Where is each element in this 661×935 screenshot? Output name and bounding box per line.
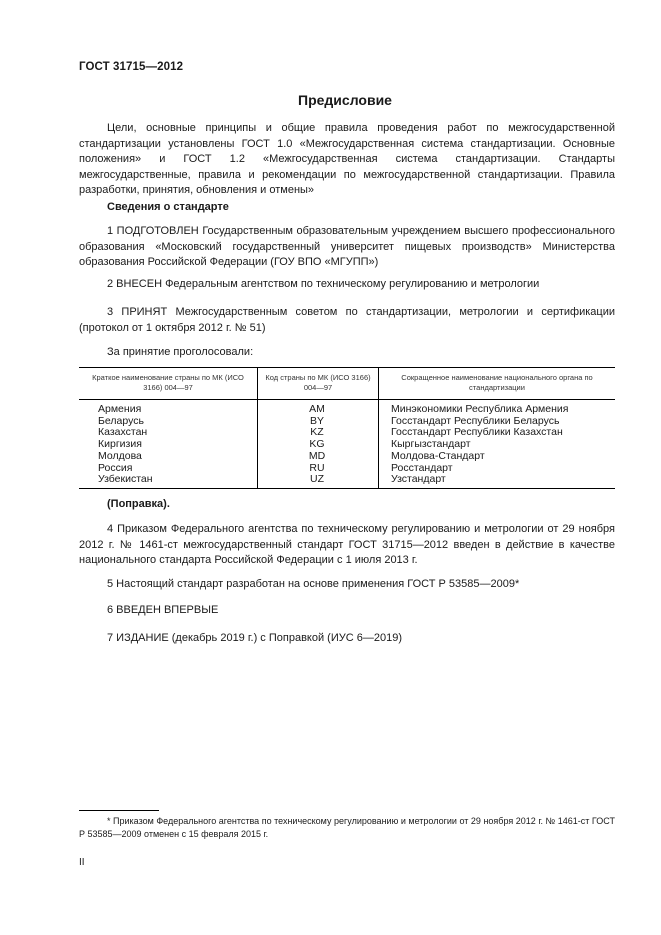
header-code: Код страны по МК (ИСО 3166) 004—97 bbox=[258, 368, 379, 400]
body-cell: Кыргызстандарт bbox=[379, 439, 616, 451]
paragraph-5-basis: 5 Настоящий стандарт разработан на основе применения ГОСТ Р 53585—2009* bbox=[107, 578, 520, 590]
table-row bbox=[79, 474, 615, 488]
code-cell: KG bbox=[258, 439, 379, 451]
country-cell: Узбекистан bbox=[79, 474, 258, 488]
body-cell: Госстандарт Республики Казахстан bbox=[379, 427, 616, 439]
body-cell: Узстандарт bbox=[379, 474, 616, 488]
footnote: * Приказом Федерального агентства по техническому регулированию и метрологии от 29 ноября 2012 г. № 1461-ст ГОСТ Р 53585—2009 отменен с 15 февраля 2015 г. bbox=[79, 816, 615, 839]
paragraph-4-order: 4 Приказом Федерального агентства по техническому регулированию и метрологии от 29 ноября 2012 г. № 1461-ст межгосударственный стандарт ГОСТ 31715—2012 введен в действие в качестве национального стандарта Российской Федерации с 1 июля 2013 г. bbox=[79, 523, 615, 566]
section-title: Сведения о стандарте bbox=[107, 201, 229, 213]
header-body: Сокращенное наименование национального органа по стандартизации bbox=[379, 368, 616, 400]
code-cell: MD bbox=[258, 451, 379, 463]
paragraph-3-adopted: 3 ПРИНЯТ Межгосударственным советом по стандартизации, метрологии и сертификации (протокол от 1 октября 2012 г. № 51) bbox=[79, 306, 615, 334]
code-cell: KZ bbox=[258, 427, 379, 439]
table-row bbox=[79, 427, 615, 439]
body-cell: Молдова-Стандарт bbox=[379, 451, 616, 463]
body-cell: Госстандарт Республики Беларусь bbox=[379, 416, 616, 428]
table-header-row bbox=[79, 368, 615, 400]
page-number: II bbox=[79, 857, 85, 868]
code-cell: BY bbox=[258, 416, 379, 428]
paragraph-6-introduced: 6 ВВЕДЕН ВПЕРВЫЕ bbox=[107, 604, 219, 616]
country-cell: Россия bbox=[98, 461, 133, 474]
country-cell: Армения bbox=[98, 403, 142, 415]
body-cell: Минэкономики Республика Армения bbox=[379, 400, 616, 416]
paragraph-7-edition: 7 ИЗДАНИЕ (декабрь 2019 г.) с Поправкой (ИУС 6—2019) bbox=[107, 632, 402, 644]
intro-paragraph: Цели, основные принципы и общие правила проведения работ по межгосударственной стандартизации установлены ГОСТ 1.0 «Межгосударственная система стандартизации. Основные положения» и ГОСТ 1.2 «Межгосударственная система стандартизации. Стандарты межгосударственные, правила и рекомендации по межгосударственной стандартизации. Правила разработки, принятия, обновления и отмены» bbox=[79, 122, 615, 196]
country-cell: Казахстан bbox=[98, 426, 148, 439]
code-cell: UZ bbox=[258, 474, 379, 488]
paragraph-2-submitted: 2 ВНЕСЕН Федеральным агентством по техническому регулированию и метрологии bbox=[107, 278, 540, 290]
country-cell: Киргизия bbox=[98, 438, 142, 451]
table-row bbox=[79, 451, 615, 463]
document-code-header: ГОСТ 31715—2012 bbox=[79, 61, 184, 73]
amendment-note: (Поправка). bbox=[107, 498, 170, 510]
country-cell: Беларусь bbox=[98, 414, 144, 427]
body-cell: Росстандарт bbox=[379, 463, 616, 475]
country-cell: Молдова bbox=[98, 449, 142, 462]
table-row bbox=[79, 463, 615, 475]
code-cell: AM bbox=[258, 400, 379, 416]
page-title: Предисловие bbox=[298, 92, 392, 108]
paragraph-1-prepared: 1 ПОДГОТОВЛЕН Государственным образовательным учреждением высшего профессионального образования «Московский государственный университет пищевых производств» Министерства образования Российской Федерации (ГОУ ВПО «МГУПП») bbox=[79, 225, 615, 268]
header-country: Краткое наименование страны по МК (ИСО 3166) 004—97 bbox=[79, 368, 258, 400]
table-row bbox=[79, 439, 615, 451]
vote-intro: За принятие проголосовали: bbox=[107, 346, 254, 358]
table-row bbox=[79, 400, 615, 416]
footnote-divider bbox=[79, 810, 159, 811]
code-cell: RU bbox=[258, 463, 379, 475]
voting-table bbox=[79, 367, 615, 489]
